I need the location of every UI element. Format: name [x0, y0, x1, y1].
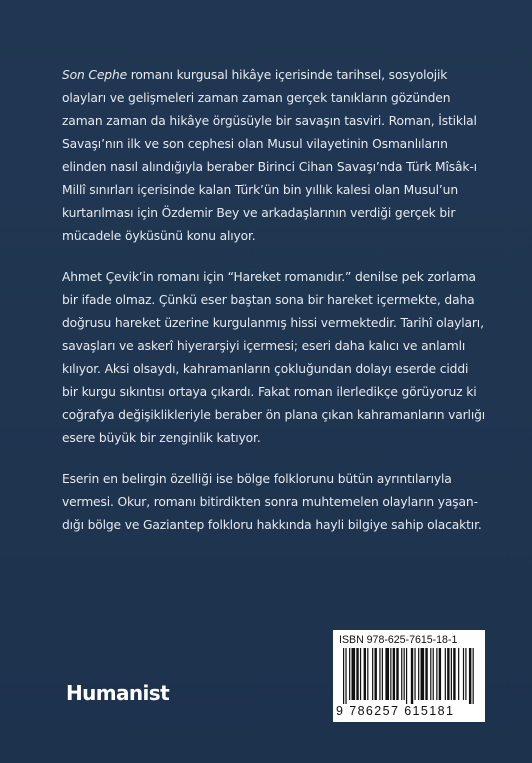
barcode-bar	[349, 648, 350, 700]
barcode-bar	[401, 648, 402, 700]
barcode-bar	[463, 648, 464, 700]
barcode-bar	[364, 648, 366, 700]
barcode-bar	[343, 648, 344, 704]
barcode-bar	[430, 648, 431, 700]
barcode-digits: 9 786257 615181	[336, 704, 455, 718]
blurb-line: olayları ve gelişmeleri zaman zaman gerçek tanıkların gözünden	[62, 91, 451, 105]
barcode-bar	[425, 648, 427, 700]
barcode-bar	[445, 648, 446, 700]
blurb-line: kılıyor. Aksi olsaydı, kahramanların çokluğundan dolayı eserde ciddi	[62, 362, 469, 376]
barcode-bar	[382, 648, 383, 700]
blurb-line: doğrusu hareket üzerine kurgulanmış hissi vermektedir. Tarihî olayları,	[62, 316, 484, 330]
publisher-logo: Humanist	[66, 681, 170, 705]
blurb-paragraph-3	[62, 468, 482, 537]
blurb-line: Eserin en belirgin özelliği ise bölge folklorunu bütün ayrıntılarıyla	[62, 472, 452, 486]
blurb-line: mücadele öyküsünü konu alıyor.	[62, 229, 256, 243]
blurb-line: elinden nasıl alındığıyla beraber Birinci Cihan Savaşı’nda Türk Mîsâk-ı	[62, 160, 477, 174]
barcode-bar	[367, 648, 368, 700]
blurb-line: bir ifade olmaz. Çünkü eser baştan sona bir hareket içermekte, daha	[62, 293, 475, 307]
barcode-bar	[436, 648, 437, 700]
isbn-barcode-box	[333, 630, 485, 722]
blurb-paragraph-1	[62, 64, 476, 248]
barcode-bar	[356, 648, 358, 700]
barcode-icon	[343, 648, 475, 704]
barcode-bar	[385, 648, 389, 700]
book-title-italic: Son Cephe	[62, 68, 127, 82]
isbn-label: ISBN 978-625-7615-18-1	[339, 634, 458, 646]
blurb-line-text: romanı kurgusal hikâye içerisinde tarihsel, sosyolojik	[127, 68, 448, 82]
barcode-bar	[411, 648, 413, 704]
barcode-bar	[372, 648, 373, 700]
barcode-bar	[351, 648, 355, 700]
barcode-bar	[390, 648, 391, 700]
blurb-line: kurtarılması için Özdemir Bey ve arkadaşlarının verdiği gerçek bir	[62, 206, 456, 220]
barcode-bar	[451, 648, 452, 700]
blurb-line: Millî sınırları içerisinde kalan Türk’ün bin yıllık kalesi olan Musul’un	[62, 183, 458, 197]
blurb-line: vermesi. Okur, romanı bitirdikten sonra muhtemelen olayların yaşan-	[62, 495, 478, 509]
barcode-bar	[473, 648, 474, 704]
barcode-bar	[447, 648, 449, 700]
blurb-line: bir kurgu sıkıntısı ortaya çıkardı. Fakat roman ilerledikçe görüyoruz ki	[62, 385, 477, 399]
barcode-bar	[374, 648, 376, 700]
barcode-bar	[360, 648, 361, 700]
blurb-line: savaşları ve askerî hiyerarşiyi içermesi; eseri daha kalıcı ve anlamlı	[62, 339, 466, 353]
blurb-line: zaman zaman da hikâye örgüsüyle bir savaşın tasviri. Roman, İstiklal	[62, 114, 477, 128]
barcode-bar	[345, 648, 346, 704]
blurb-paragraph-2	[62, 266, 486, 450]
blurb-line: dığı bölge ve Gaziantep folkloru hakkında hayli bilgiye sahip olacaktır.	[62, 518, 482, 532]
blurb-line: coğrafya değişiklikleriyle beraber ön plana çıkan kahramanların varlığı	[62, 408, 486, 422]
barcode-bar	[453, 648, 455, 700]
barcode-bar	[404, 648, 405, 700]
barcode-bar	[406, 648, 407, 704]
barcode-bar	[439, 648, 441, 700]
blurb-line: Savaşı’nın ilk ve son cephesi olan Musul vilayetinin Osmanlıların	[62, 137, 448, 151]
barcode-bar	[458, 648, 459, 700]
barcode-bar	[469, 648, 471, 704]
barcode-bar	[393, 648, 395, 700]
barcode-bar	[379, 648, 380, 700]
blurb-line: esere büyük bir zenginlik katıyor.	[62, 431, 261, 445]
barcode-bar	[414, 648, 415, 700]
blurb-line: Ahmet Çevik’in romanı için “Hareket romanıdır.” denilse pek zorlama	[62, 270, 476, 284]
blurb-line	[62, 64, 476, 87]
barcode-bar	[396, 648, 398, 700]
barcode-bar	[421, 648, 425, 700]
barcode-bar	[465, 648, 466, 700]
barcode-bar	[433, 648, 434, 700]
blurb-text	[62, 64, 486, 555]
barcode-bar	[418, 648, 419, 700]
